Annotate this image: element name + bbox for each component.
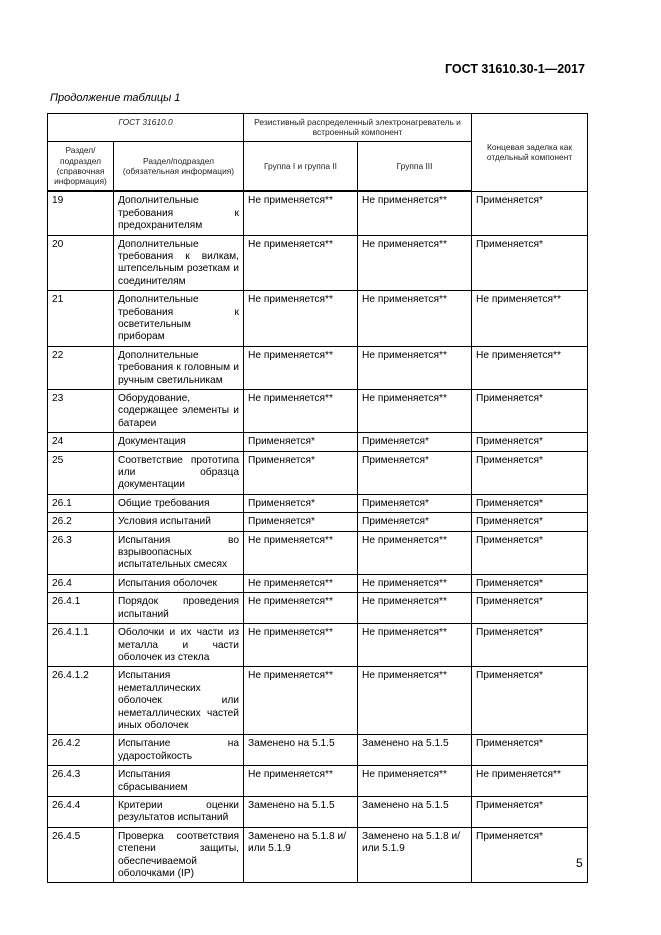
row-group-1-2-status: Не применяется**: [244, 766, 358, 797]
table-row: [48, 513, 588, 531]
header-group-1-2: Группа I и группа II: [244, 141, 358, 191]
row-section-title: Общие требования: [114, 494, 244, 512]
row-section-number: 24: [48, 433, 114, 451]
row-section-number: 19: [48, 191, 114, 235]
header-heater-group: Резистивный распределенный электронагреватель и встроенный компонент: [244, 114, 472, 142]
row-section-number: 26.1: [48, 494, 114, 512]
row-group-1-2-status: Не применяется**: [244, 291, 358, 347]
row-section-title: Дополнительные требования к предохранителям: [114, 191, 244, 235]
row-section-number: 26.4.4: [48, 796, 114, 827]
row-section-title: Испытания во взрывоопасных испытательных смесях: [114, 531, 244, 574]
row-section-title: Оборудование, содержащее элементы и батареи: [114, 390, 244, 433]
row-group-1-2-status: Не применяется**: [244, 346, 358, 389]
row-section-title: Соответствие прототипа или образца документации: [114, 451, 244, 494]
row-group-1-2-status: Не применяется**: [244, 191, 358, 235]
row-group-1-2-status: Заменено на 5.1.5: [244, 735, 358, 766]
row-group-3-status: Заменено на 5.1.5: [358, 735, 472, 766]
row-termination-status: Применяется*: [472, 667, 588, 735]
table-row: [48, 735, 588, 766]
table-row: [48, 494, 588, 512]
table-row: [48, 346, 588, 389]
table-row: [48, 593, 588, 624]
row-termination-status: Применяется*: [472, 191, 588, 235]
row-termination-status: Применяется*: [472, 735, 588, 766]
table-row: [48, 667, 588, 735]
header-section-reference: Раздел/подраздел (справочная информация): [48, 141, 114, 191]
requirements-table: [47, 113, 588, 883]
row-section-number: 25: [48, 451, 114, 494]
table-row: [48, 235, 588, 291]
table-row: [48, 531, 588, 574]
row-group-3-status: Не применяется**: [358, 346, 472, 389]
row-termination-status: Применяется*: [472, 796, 588, 827]
row-termination-status: Не применяется**: [472, 346, 588, 389]
row-group-1-2-status: Не применяется**: [244, 235, 358, 291]
row-group-3-status: Не применяется**: [358, 390, 472, 433]
row-section-number: 23: [48, 390, 114, 433]
row-group-3-status: Применяется*: [358, 494, 472, 512]
header-group-3: Группа III: [358, 141, 472, 191]
row-section-number: 26.4.5: [48, 827, 114, 883]
row-group-3-status: Не применяется**: [358, 235, 472, 291]
row-section-title: Проверка соответствия степени защиты, обеспечиваемой оболочками (IP): [114, 827, 244, 883]
row-group-3-status: Не применяется**: [358, 191, 472, 235]
row-termination-status: Применяется*: [472, 235, 588, 291]
row-termination-status: Применяется*: [472, 433, 588, 451]
table-row: [48, 827, 588, 883]
row-group-1-2-status: Не применяется**: [244, 531, 358, 574]
row-termination-status: Не применяется**: [472, 291, 588, 347]
row-section-title: Дополнительные требования к осветительным приборам: [114, 291, 244, 347]
row-group-1-2-status: Не применяется**: [244, 624, 358, 667]
row-group-1-2-status: Применяется*: [244, 494, 358, 512]
row-group-1-2-status: Применяется*: [244, 513, 358, 531]
row-group-1-2-status: Не применяется**: [244, 574, 358, 592]
row-section-number: 22: [48, 346, 114, 389]
row-section-number: 26.4.3: [48, 766, 114, 797]
row-termination-status: Применяется*: [472, 624, 588, 667]
row-group-3-status: Не применяется**: [358, 574, 472, 592]
row-section-title: Испытания сбрасыванием: [114, 766, 244, 797]
row-section-title: Условия испытаний: [114, 513, 244, 531]
header-section-mandatory: Раздел/подраздел (обязательная информация): [114, 141, 244, 191]
row-section-title: Испытание на ударостойкость: [114, 735, 244, 766]
row-section-number: 26.4.1.1: [48, 624, 114, 667]
row-termination-status: Применяется*: [472, 827, 588, 883]
header-termination-component: Концевая заделка как отдельный компонент: [472, 114, 588, 192]
row-section-title: Критерии оценки результатов испытаний: [114, 796, 244, 827]
row-section-title: Испытания оболочек: [114, 574, 244, 592]
row-termination-status: Применяется*: [472, 574, 588, 592]
row-termination-status: Применяется*: [472, 531, 588, 574]
row-group-3-status: Не применяется**: [358, 766, 472, 797]
table-row: [48, 766, 588, 797]
row-group-1-2-status: Не применяется**: [244, 390, 358, 433]
row-section-number: 26.4.1: [48, 593, 114, 624]
table-row: [48, 390, 588, 433]
row-section-title: Дополнительные требования к вилкам, штепсельным розеткам и соединителям: [114, 235, 244, 291]
row-group-3-status: Не применяется**: [358, 667, 472, 735]
table-row: [48, 574, 588, 592]
row-section-number: 21: [48, 291, 114, 347]
row-section-number: 26.4: [48, 574, 114, 592]
row-section-title: Испытания неметаллических оболочек или неметаллических частей иных оболочек: [114, 667, 244, 735]
row-termination-status: Не применяется**: [472, 766, 588, 797]
row-group-1-2-status: Заменено на 5.1.5: [244, 796, 358, 827]
row-group-1-2-status: Не применяется**: [244, 667, 358, 735]
page-number: 5: [576, 856, 583, 870]
row-section-title: Порядок проведения испытаний: [114, 593, 244, 624]
row-group-3-status: Заменено на 5.1.8 и/или 5.1.9: [358, 827, 472, 883]
row-group-1-2-status: Применяется*: [244, 433, 358, 451]
table-row: [48, 796, 588, 827]
row-termination-status: Применяется*: [472, 593, 588, 624]
row-section-number: 26.4.1.2: [48, 667, 114, 735]
row-group-3-status: Применяется*: [358, 433, 472, 451]
row-termination-status: Применяется*: [472, 494, 588, 512]
table-row: [48, 624, 588, 667]
table-continuation-label: Продолжение таблицы 1: [50, 92, 181, 104]
header-gost-group: ГОСТ 31610.0: [48, 114, 244, 142]
row-section-number: 20: [48, 235, 114, 291]
row-group-1-2-status: Применяется*: [244, 451, 358, 494]
row-group-3-status: Применяется*: [358, 513, 472, 531]
row-section-number: 26.4.2: [48, 735, 114, 766]
row-group-3-status: Не применяется**: [358, 531, 472, 574]
row-termination-status: Применяется*: [472, 513, 588, 531]
row-group-1-2-status: Заменено на 5.1.8 и/или 5.1.9: [244, 827, 358, 883]
table-row: [48, 291, 588, 347]
table-row: [48, 451, 588, 494]
row-termination-status: Применяется*: [472, 451, 588, 494]
row-group-3-status: Не применяется**: [358, 291, 472, 347]
row-group-3-status: Не применяется**: [358, 624, 472, 667]
row-group-3-status: Не применяется**: [358, 593, 472, 624]
row-group-1-2-status: Не применяется**: [244, 593, 358, 624]
row-section-title: Документация: [114, 433, 244, 451]
row-section-number: 26.2: [48, 513, 114, 531]
row-section-number: 26.3: [48, 531, 114, 574]
row-section-title: Оболочки и их части из металла и части оболочек из стекла: [114, 624, 244, 667]
row-group-3-status: Применяется*: [358, 451, 472, 494]
row-termination-status: Применяется*: [472, 390, 588, 433]
table-row: [48, 191, 588, 235]
row-group-3-status: Заменено на 5.1.5: [358, 796, 472, 827]
row-section-title: Дополнительные требования к головным и ручным светильникам: [114, 346, 244, 389]
table-row: [48, 433, 588, 451]
document-standard-code: ГОСТ 31610.30-1—2017: [444, 62, 585, 76]
